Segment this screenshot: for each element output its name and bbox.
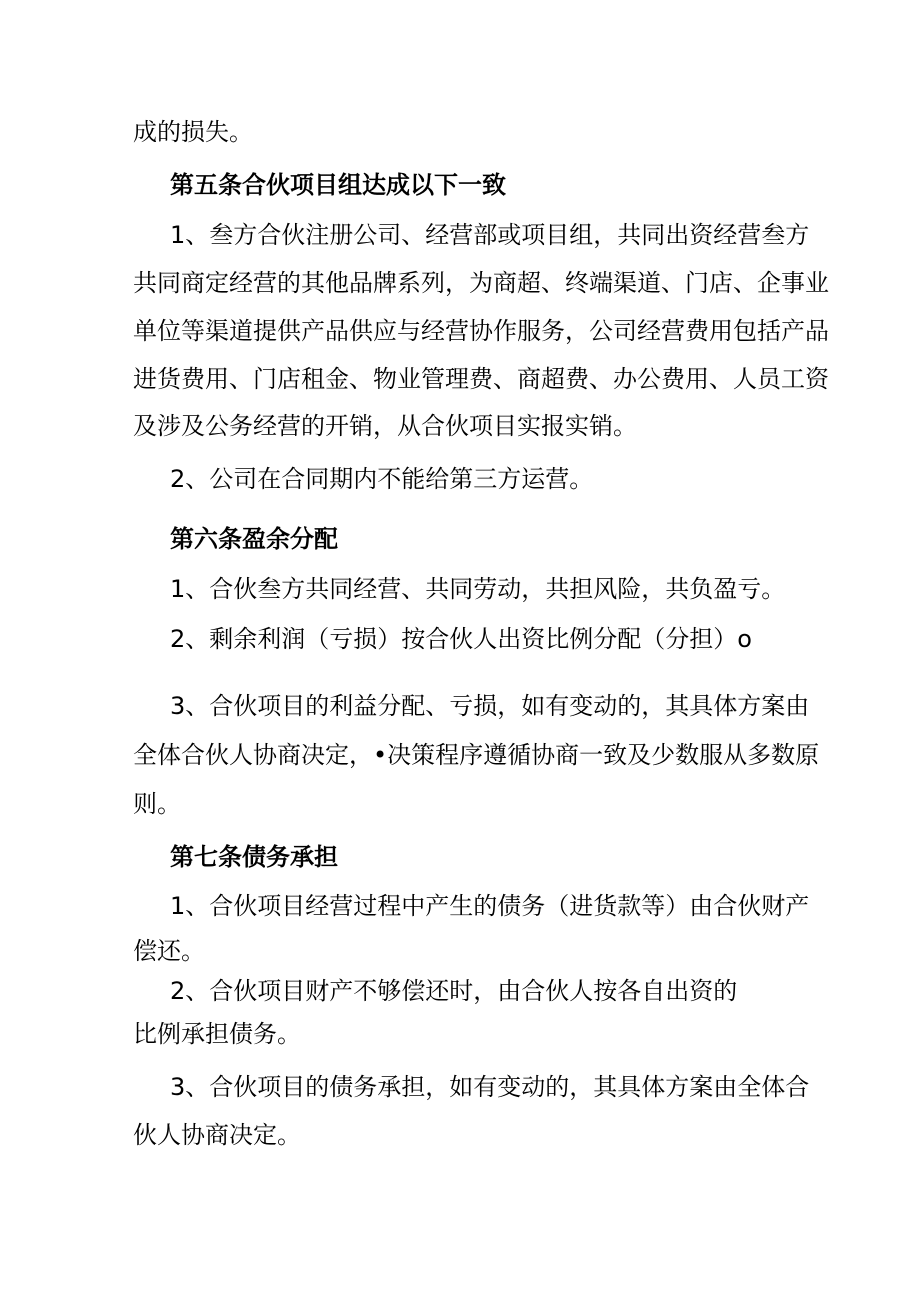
clause-7-1-line-1: 1、合伙项目经营过程中产生的债务（进货款等）由合伙财产 <box>170 892 810 920</box>
clause-6-2: 2、剩余利润（亏损）按合伙人出资比例分配（分担）o <box>170 625 752 653</box>
clause-6-1: 1、合伙叁方共同经营、共同劳动，共担风险，共负盈亏。 <box>170 575 786 603</box>
clause-6-3-line-2: 全体合伙人协商决定，•决策程序遵循协商一致及少数服从多数原 <box>133 741 820 769</box>
text-line-continuation: 成的损失。 <box>133 118 253 146</box>
clause-5-1-line-3: 单位等渠道提供产品供应与经营协作服务，公司经营费用包括产品 <box>133 317 829 345</box>
clause-6-3-line-1: 3、合伙项目的利益分配、亏损，如有变动的，其具体方案由 <box>170 692 810 720</box>
section-heading-7: 第七条债务承担 <box>170 843 338 871</box>
clause-5-1-line-5: 及涉及公务经营的开销，从合伙项目实报实销。 <box>133 412 637 440</box>
clause-7-3-line-1: 3、合伙项目的债务承担，如有变动的，其具体方案由全体合 <box>170 1073 810 1101</box>
clause-6-3-line-3: 则。 <box>133 790 181 818</box>
clause-7-2-line-1: 2、合伙项目财产不够偿还时，由合伙人按各自出资的 <box>170 977 738 1005</box>
clause-5-1-line-2: 共同商定经营的其他品牌系列，为商超、终端渠道、门店、企事业 <box>133 269 829 297</box>
clause-7-2-line-2: 比例承担债务。 <box>133 1020 301 1048</box>
section-heading-5: 第五条合伙项目组达成以下一致 <box>170 171 506 199</box>
clause-5-2: 2、公司在合同期内不能给第三方运营。 <box>170 465 594 493</box>
clause-7-1-line-2: 偿还。 <box>133 937 205 965</box>
clause-5-1-line-4: 进货费用、门店租金、物业管理费、商超费、办公费用、人员工资 <box>133 365 829 393</box>
clause-5-1-line-1: 1、叁方合伙注册公司、经营部或项目组，共同出资经营叁方 <box>170 221 810 249</box>
section-heading-6: 第六条盈余分配 <box>170 525 338 553</box>
clause-7-3-line-2: 伙人协商决定。 <box>133 1121 301 1149</box>
